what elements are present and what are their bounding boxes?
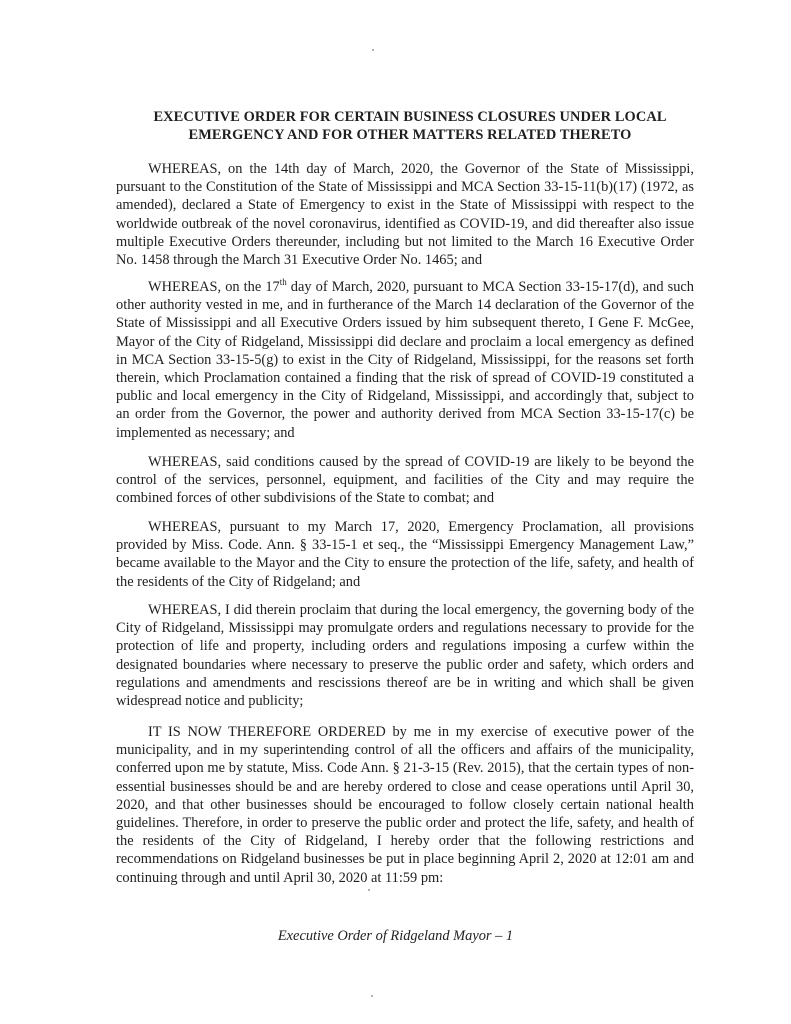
order-paragraph: IT IS NOW THEREFORE ORDERED by me in my exercise of executive power of the municipality, and in my superintending control of all the officers and affairs of the municipality, conferred upon me by statute, Miss. Code Ann. § 21-3-15 (Rev. 2015), that the certain types of non-essential businesses should be and are hereby ordered to close and cease operations until April 30, 2020, and that other businesses should be encouraged to follow closely certain national health guidelines. Therefore, in order to preserve the public order and protect the life, safety, and health of the residents of the City of Ridgeland, I hereby order that the following restrictions and recommendations on Ridgeland businesses be put in place beginning April 2, 2020 at 12:01 am and continuing through and until April 30, 2020 at 11:59 pm: xyxy=(116,724,694,886)
whereas-paragraph-5: WHEREAS, I did therein proclaim that during the local emergency, the governing body of the City of Ridgeland, Mississippi may promulgate orders and regulations necessary to provide for the protection of life and property, including orders and regulations imposing a curfew within the designated boundaries where necessary to preserve the public order and safety, which orders and regulations and amendments and rescissions thereof are be in writing and which shall be given widespread notice and publicity; xyxy=(116,602,694,710)
p2-text-end: day of March, 2020, pursuant to MCA Section 33-15-17(d), and such other authority vested in me, and in furtherance of the March 14 declaration of the Governor of the State of Mississippi and all Executive Orders issued by him subsequent thereto, I Gene F. McGee, Mayor of the City of Ridgeland, Mississippi did declare and proclaim a local emergency as defined in MCA Section 33-15-5(g) to exist in the City of Ridgeland, Mississippi, for the reasons set forth therein, which Proclamation contained a finding that the risk of spread of COVID-19 constituted a public and local emergency in the City of Ridgeland, Mississippi, and accordingly that, subject to an order from the Governor, the power and authority derived from MCA Section 33-15-17(c) be implemented as necessary; and xyxy=(116,279,694,441)
whereas-paragraph-2 xyxy=(116,278,694,442)
page-footer: Executive Order of Ridgeland Mayor – 1 xyxy=(277,928,514,944)
ordinal-superscript: th xyxy=(279,277,287,288)
scan-speck xyxy=(372,49,374,51)
p2-text-start: WHEREAS, on the 17 xyxy=(148,279,280,295)
title-line-1: EXECUTIVE ORDER FOR CERTAIN BUSINESS CLOSURES UNDER LOCAL xyxy=(153,109,667,125)
scan-speck xyxy=(368,889,370,891)
whereas-paragraph-1: WHEREAS, on the 14th day of March, 2020, the Governor of the State of Mississippi, pursuant to the Constitution of the State of Mississippi and MCA Section 33-15-11(b)(17) (1972, as amended), declared a State of Emergency to exist in the State of Mississippi with respect to the worldwide outbreak of the novel coronavirus, identified as COVID-19, and did thereafter also issue multiple Executive Orders thereunder, including but not limited to the March 16 Executive Order No. 1458 through the March 31 Executive Order No. 1465; and xyxy=(116,161,694,269)
title-line-2: EMERGENCY AND FOR OTHER MATTERS RELATED THERETO xyxy=(188,127,632,143)
scan-speck xyxy=(371,995,373,997)
document-title xyxy=(80,108,740,144)
whereas-paragraph-4: WHEREAS, pursuant to my March 17, 2020, Emergency Proclamation, all provisions provided by Miss. Code. Ann. § 33-15-1 et seq., the “Mississippi Emergency Management Law,” became available to the Mayor and the City to ensure the protection of the life, safety, and health of the residents of the City of Ridgeland; and xyxy=(116,519,694,590)
whereas-paragraph-3: WHEREAS, said conditions caused by the spread of COVID-19 are likely to be beyond the control of the services, personnel, equipment, and facilities of the City and may require the combined forces of other subdivisions of the State to combat; and xyxy=(116,454,694,507)
